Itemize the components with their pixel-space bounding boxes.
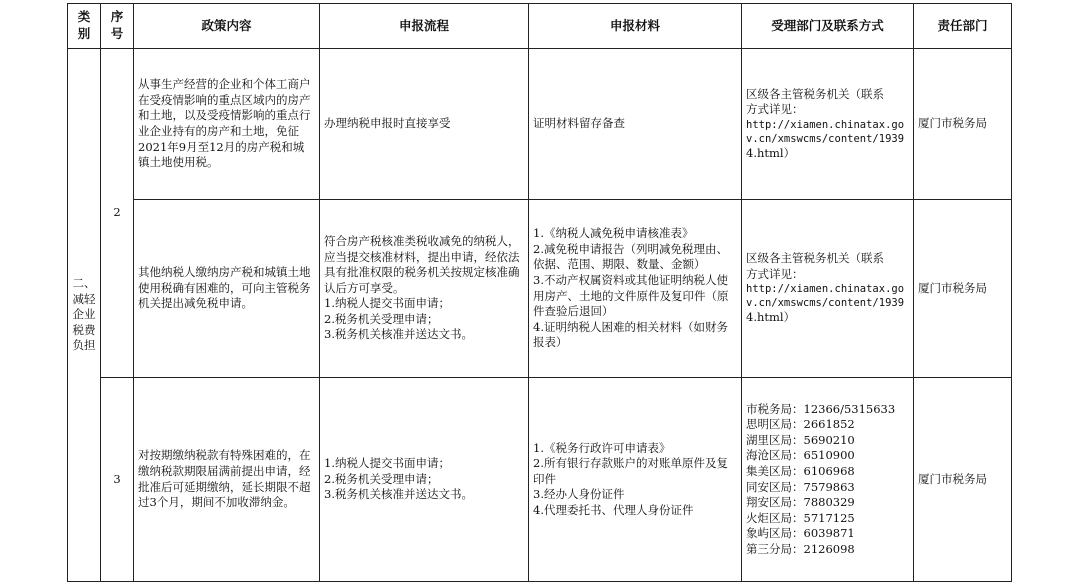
contact-cell bbox=[742, 378, 914, 582]
process-step: 3.税务机关核准并送达文书。 bbox=[324, 327, 473, 342]
table-row bbox=[68, 200, 1012, 378]
contact-url-line: v.cn/xmswcms/content/1939 bbox=[746, 297, 905, 310]
process-step: 3.税务机关核准并送达文书。 bbox=[324, 487, 473, 502]
phone-line bbox=[746, 511, 909, 527]
responsible-cell: 厦门市税务局 bbox=[914, 200, 1012, 378]
materials-cell bbox=[529, 200, 742, 378]
phone-line bbox=[746, 433, 909, 449]
process-step: 1.纳税人提交书面申请； bbox=[324, 456, 450, 471]
contact-url-line: http://xiamen.chinatax.go bbox=[746, 118, 905, 131]
responsible-cell: 厦门市税务局 bbox=[914, 378, 1012, 582]
phone-office: 思明区局： bbox=[746, 417, 804, 432]
phone-line bbox=[746, 480, 909, 496]
phone-line bbox=[746, 448, 909, 464]
header-responsible: 责任部门 bbox=[914, 4, 1012, 49]
seq-cell: 3 bbox=[101, 378, 134, 582]
phone-number: 6510900 bbox=[803, 448, 855, 463]
process-cell: 办理纳税申报时直接享受 bbox=[320, 49, 529, 200]
phone-number: 6106968 bbox=[803, 463, 855, 478]
material-item: 3.经办人身份证件 bbox=[533, 487, 625, 502]
material-item: 2.所有银行存款账户的对账单原件及复印件 bbox=[533, 456, 728, 486]
phone-office: 翔安区局： bbox=[746, 495, 804, 510]
phone-office: 集美区局： bbox=[746, 463, 804, 478]
contact-line: 方式详见： bbox=[746, 266, 804, 281]
phone-number: 2126098 bbox=[803, 541, 855, 556]
process-step: 1.纳税人提交书面申请； bbox=[324, 296, 450, 311]
phone-office: 市税务局： bbox=[746, 401, 804, 416]
material-item: 1.《税务行政许可申请表》 bbox=[533, 440, 671, 455]
phone-office: 第三分局： bbox=[746, 541, 804, 556]
seq-cell: 2 bbox=[101, 49, 134, 378]
phone-number: 7579863 bbox=[803, 479, 855, 494]
phone-line bbox=[746, 417, 909, 433]
phone-number: 6039871 bbox=[803, 526, 855, 541]
category-line: 企业 bbox=[72, 307, 96, 322]
phone-number: 2661852 bbox=[803, 417, 855, 432]
phone-line bbox=[746, 526, 909, 542]
responsible-cell: 厦门市税务局 bbox=[914, 49, 1012, 200]
process-cell bbox=[320, 200, 529, 378]
category-line: 二、 bbox=[72, 276, 96, 291]
policy-content: 从事生产经营的企业和个体工商户在受疫情影响的重点区域内的房产和土地，以及受疫情影响的重点行业企业持有的房产和土地，免征2021年9月至12月的房产税和城镇土地使用税。 bbox=[134, 49, 320, 200]
contact-line: 区级各主管税务机关（联系 bbox=[746, 251, 884, 266]
contact-line: 方式详见： bbox=[746, 102, 804, 117]
material-item: 4.代理委托书、代理人身份证件 bbox=[533, 502, 694, 517]
phone-office: 海沧区局： bbox=[746, 448, 804, 463]
phone-line bbox=[746, 464, 909, 480]
materials-cell bbox=[529, 378, 742, 582]
process-step: 2.税务机关受理申请； bbox=[324, 311, 439, 326]
header-seq: 序号 bbox=[101, 4, 134, 49]
contact-line: 区级各主管税务机关（联系 bbox=[746, 86, 884, 101]
material-item: 2.减免税申请报告（列明减免税理由、依据、范围、期限、数量、金额） bbox=[533, 241, 728, 272]
policy-content: 其他纳税人缴纳房产税和城镇土地使用税确有困难的，可向主管税务机关提出减免税申请。 bbox=[134, 200, 320, 378]
phone-line bbox=[746, 402, 909, 418]
contact-line: 4.html） bbox=[746, 145, 796, 160]
policy-table bbox=[67, 3, 1012, 582]
category-cell bbox=[68, 49, 101, 582]
table-row bbox=[68, 378, 1012, 582]
materials-cell: 证明材料留存备查 bbox=[529, 49, 742, 200]
phone-number: 5717125 bbox=[803, 510, 855, 525]
contact-url-line: v.cn/xmswcms/content/1939 bbox=[746, 132, 905, 145]
phone-office: 火炬区局： bbox=[746, 510, 804, 525]
header-contact: 受理部门及联系方式 bbox=[742, 4, 914, 49]
phone-number: 7880329 bbox=[803, 495, 855, 510]
category-line: 税费 bbox=[72, 322, 96, 337]
category-line: 减轻 bbox=[72, 291, 96, 306]
contact-url-line: http://xiamen.chinatax.go bbox=[746, 283, 905, 296]
process-step: 2.税务机关受理申请； bbox=[324, 471, 439, 486]
phone-office: 同安区局： bbox=[746, 479, 804, 494]
phone-number: 5690210 bbox=[803, 432, 855, 447]
phone-office: 象屿区局： bbox=[746, 526, 804, 541]
header-content: 政策内容 bbox=[134, 4, 320, 49]
category-line: 负担 bbox=[72, 338, 96, 353]
contact-cell bbox=[742, 49, 914, 200]
process-cell bbox=[320, 378, 529, 582]
contact-cell bbox=[742, 200, 914, 378]
phone-line bbox=[746, 542, 909, 558]
header-category: 类别 bbox=[68, 4, 101, 49]
phone-line bbox=[746, 495, 909, 511]
material-item: 4.证明纳税人困难的相关材料（如财务报表） bbox=[533, 319, 728, 350]
header-row bbox=[68, 4, 1012, 49]
header-process: 申报流程 bbox=[320, 4, 529, 49]
phone-office: 湖里区局： bbox=[746, 432, 804, 447]
process-intro: 符合房产税核准类税收减免的纳税人，应当提交核准材料，提出申请，经依法具有批准权限的税务机关按规定核准确认后方可享受。 bbox=[324, 234, 520, 295]
phone-number: 12366/5315633 bbox=[803, 401, 896, 416]
policy-content: 对按期缴纳税款有特殊困难的，在缴纳税款期限届满前提出申请，经批准后可延期缴纳，延长期限不超过3个月，期间不加收滞纳金。 bbox=[134, 378, 320, 582]
contact-line: 4.html） bbox=[746, 310, 796, 325]
table-row bbox=[68, 49, 1012, 200]
material-item: 1.《纳税人减免税申请核准表》 bbox=[533, 226, 694, 241]
material-item: 3.不动产权属资料或其他证明纳税人使用房产、土地的文件原件及复印件（原件查验后退回） bbox=[533, 272, 729, 319]
header-materials: 申报材料 bbox=[529, 4, 742, 49]
